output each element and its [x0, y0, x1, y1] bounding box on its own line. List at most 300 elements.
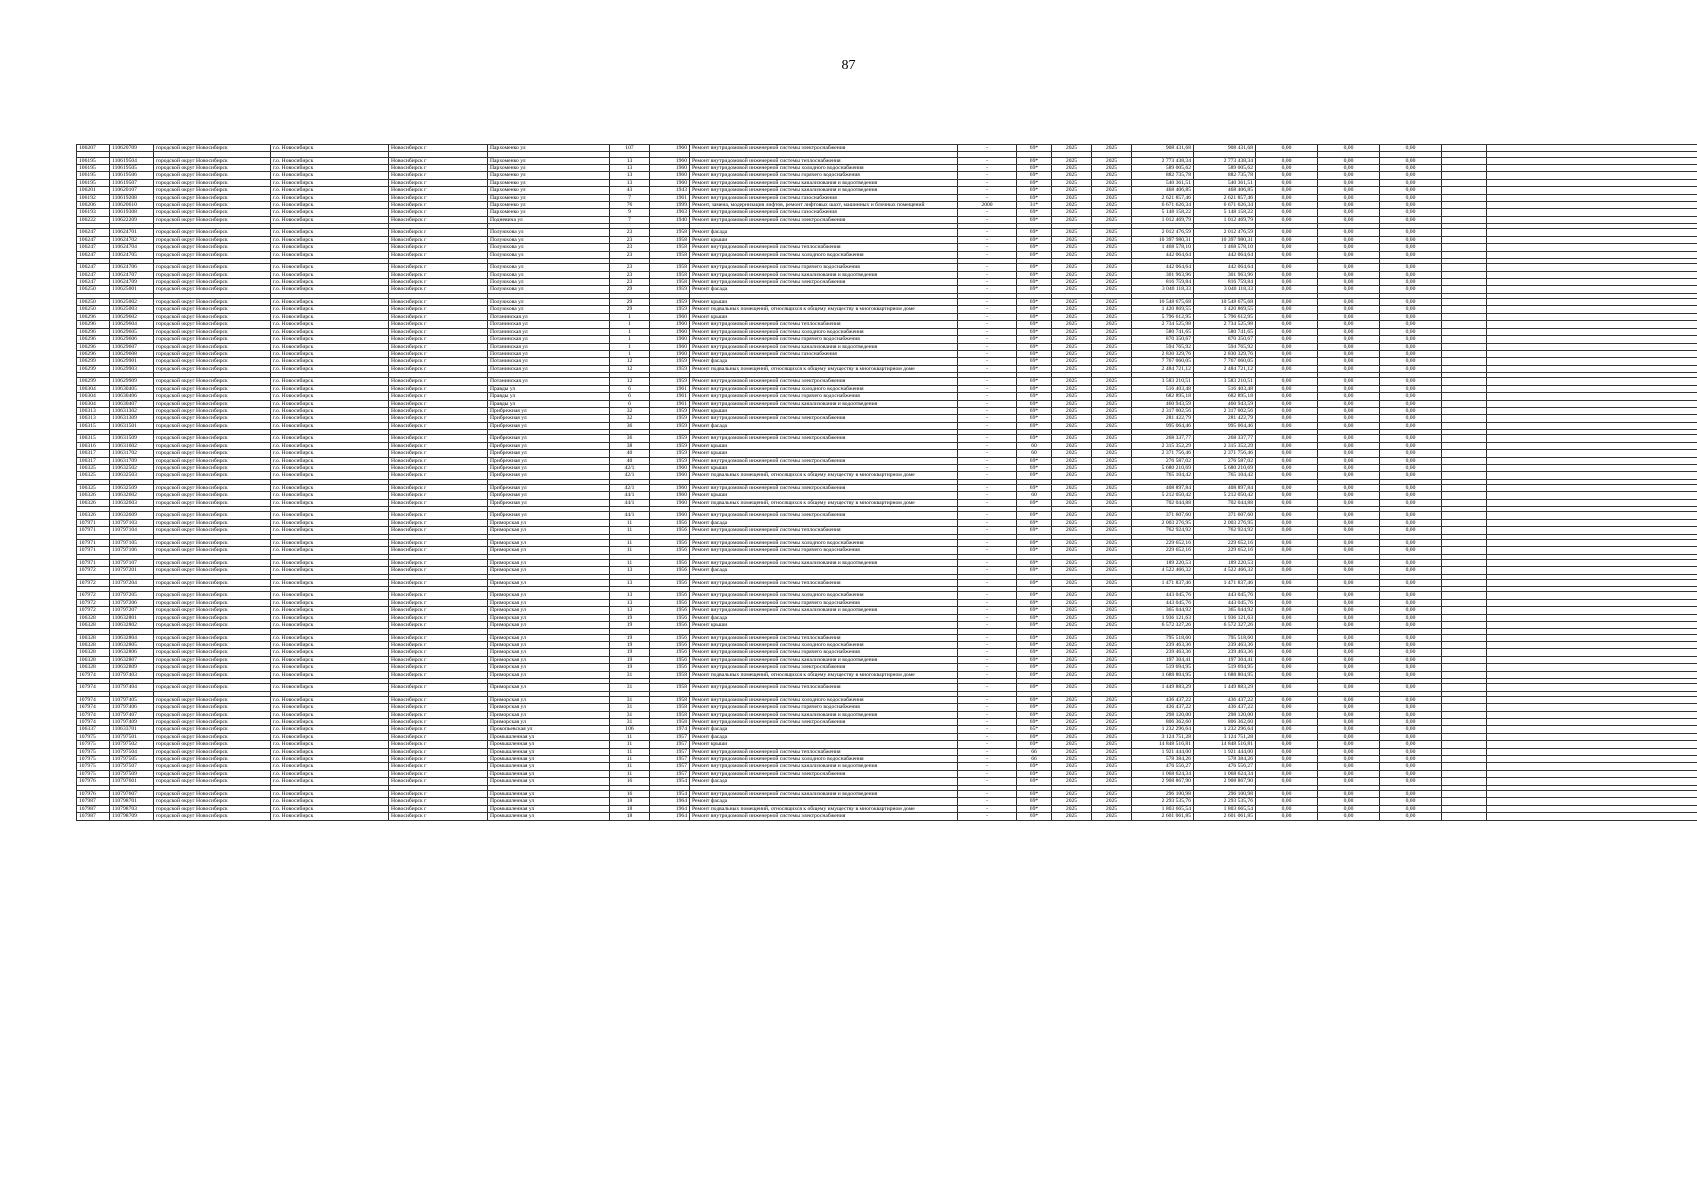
fund-cost-cell: 281 422,79 [1194, 415, 1256, 422]
plan-end-cell: 2025 [1092, 165, 1132, 172]
city-cell: Новосибирск г [389, 328, 488, 335]
plan-end-cell: 2025 [1092, 194, 1132, 201]
wear-cell: 69* [1017, 649, 1052, 656]
settlement-cell: г.о. Новосибирск [271, 547, 389, 554]
total-cost-cell: 3 583 210,51 [1132, 378, 1194, 385]
street-cell: Промышленная ул [488, 770, 610, 777]
work-type-cell: Ремонт внутридомовой инженерной системы электроснабжения [690, 279, 958, 286]
work-type-cell: Ремонт фасада [690, 422, 958, 429]
fund-cost-cell: 301 963,96 [1194, 271, 1256, 278]
settlement-cell: г.о. Новосибирск [271, 539, 389, 546]
house-number-cell: 11 [610, 770, 650, 777]
fund-cost-cell: 2 830 329,76 [1194, 350, 1256, 357]
city-cell: Новосибирск г [389, 519, 488, 526]
fund-cost-cell: 2 012 476,59 [1194, 229, 1256, 236]
plan-start-cell: 2025 [1052, 778, 1092, 785]
lift-year-cell: - [958, 684, 1017, 691]
federal-cell: 0,00 [1256, 422, 1318, 429]
work-id-cell: 110797204 [110, 579, 154, 586]
house-id-cell: 107975 [77, 763, 110, 770]
total-cost-cell: 2 830 329,76 [1132, 350, 1194, 357]
local-cell: 0,00 [1380, 393, 1442, 400]
extra-cell-1 [1442, 567, 1487, 574]
plan-start-cell: 2025 [1052, 711, 1092, 718]
city-cell: Новосибирск г [389, 484, 488, 491]
city-cell: Новосибирск г [389, 567, 488, 574]
settlement-cell: г.о. Новосибирск [271, 656, 389, 663]
extra-cell-2 [1487, 365, 1697, 372]
fund-cost-cell: 2 734 525,98 [1194, 321, 1256, 328]
plan-start-cell: 2025 [1052, 519, 1092, 526]
local-cell: 0,00 [1380, 157, 1442, 164]
federal-cell: 0,00 [1256, 415, 1318, 422]
lift-year-cell: - [958, 733, 1017, 740]
house-id-cell: 106328 [77, 649, 110, 656]
year-cell: 1960 [650, 350, 690, 357]
work-type-cell: Ремонт фасада [690, 519, 958, 526]
year-cell: 1960 [650, 313, 690, 320]
local-cell: 0,00 [1380, 286, 1442, 293]
house-id-cell: 107976 [77, 778, 110, 785]
extra-cell-2 [1487, 770, 1697, 777]
local-cell: 0,00 [1380, 321, 1442, 328]
lift-year-cell: - [958, 286, 1017, 293]
year-cell: 1956 [650, 559, 690, 566]
city-cell: Новосибирск г [389, 400, 488, 407]
settlement-cell: г.о. Новосибирск [271, 798, 389, 805]
local-cell: 0,00 [1380, 313, 1442, 320]
total-cost-cell: 594 765,92 [1132, 343, 1194, 350]
extra-cell-1 [1442, 726, 1487, 733]
year-cell: 1954 [650, 778, 690, 785]
house-number-cell: 31 [610, 719, 650, 726]
regional-cell: 0,00 [1318, 599, 1380, 606]
fund-cost-cell: 268 337,77 [1194, 435, 1256, 442]
street-cell: Прибрежная ул [488, 422, 610, 429]
regional-cell: 0,00 [1318, 286, 1380, 293]
extra-cell-2 [1487, 202, 1697, 209]
fund-cost-cell: 870 350,67 [1194, 336, 1256, 343]
extra-cell-2 [1487, 313, 1697, 320]
wear-cell: 69* [1017, 607, 1052, 614]
city-cell: Новосибирск г [389, 642, 488, 649]
extra-cell-1 [1442, 306, 1487, 313]
wear-cell: 69* [1017, 286, 1052, 293]
settlement-cell: г.о. Новосибирск [271, 165, 389, 172]
total-cost-cell: 6 671 626,34 [1132, 202, 1194, 209]
table-row [77, 157, 1697, 164]
lift-year-cell: - [958, 567, 1017, 574]
fund-cost-cell: 1 232 296,64 [1194, 726, 1256, 733]
wear-cell: 69* [1017, 385, 1052, 392]
table-row [77, 484, 1697, 491]
table-row [77, 579, 1697, 586]
local-cell: 0,00 [1380, 599, 1442, 606]
house-number-cell: 32 [610, 415, 650, 422]
work-type-cell: Ремонт крыши [690, 450, 958, 457]
local-cell: 0,00 [1380, 805, 1442, 812]
regional-cell: 0,00 [1318, 299, 1380, 306]
work-id-cell: 110629604 [110, 321, 154, 328]
federal-cell: 0,00 [1256, 642, 1318, 649]
work-id-cell: 110797405 [110, 696, 154, 703]
plan-start-cell: 2025 [1052, 365, 1092, 372]
table-row [77, 435, 1697, 442]
extra-cell-1 [1442, 607, 1487, 614]
street-cell: Полуюхова ул [488, 279, 610, 286]
house-id-cell: 106328 [77, 656, 110, 663]
wear-cell: 69* [1017, 187, 1052, 194]
regional-cell: 0,00 [1318, 614, 1380, 621]
year-cell: 1974 [650, 726, 690, 733]
plan-end-cell: 2025 [1092, 778, 1132, 785]
federal-cell: 0,00 [1256, 236, 1318, 243]
regional-cell: 0,00 [1318, 527, 1380, 534]
extra-cell-2 [1487, 286, 1697, 293]
federal-cell: 0,00 [1256, 599, 1318, 606]
house-number-cell: 29 [610, 299, 650, 306]
work-type-cell: Ремонт внутридомовой инженерной системы электроснабжения [690, 813, 958, 820]
work-type-cell: Ремонт крыши [690, 407, 958, 414]
house-number-cell: 11 [610, 519, 650, 526]
extra-cell-1 [1442, 756, 1487, 763]
lift-year-cell: - [958, 271, 1017, 278]
street-cell: Приморская ул [488, 671, 610, 678]
settlement-cell: г.о. Новосибирск [271, 684, 389, 691]
total-cost-cell: 2 773 438,34 [1132, 157, 1194, 164]
regional-cell: 0,00 [1318, 664, 1380, 671]
street-cell: Приморская ул [488, 614, 610, 621]
regional-cell: 0,00 [1318, 179, 1380, 186]
regional-cell: 0,00 [1318, 704, 1380, 711]
local-cell: 0,00 [1380, 472, 1442, 479]
extra-cell-1 [1442, 194, 1487, 201]
house-number-cell: 23 [610, 229, 650, 236]
wear-cell: 69* [1017, 279, 1052, 286]
wear-cell: 69* [1017, 527, 1052, 534]
plan-end-cell: 2025 [1092, 642, 1132, 649]
table-row [77, 704, 1697, 711]
city-cell: Новосибирск г [389, 179, 488, 186]
city-cell: Новосибирск г [389, 350, 488, 357]
extra-cell-2 [1487, 450, 1697, 457]
plan-end-cell: 2025 [1092, 393, 1132, 400]
fund-cost-cell: 1 936 121,63 [1194, 614, 1256, 621]
lift-year-cell: - [958, 251, 1017, 258]
work-id-cell: 110619505 [110, 165, 154, 172]
lift-year-cell: - [958, 748, 1017, 755]
year-cell: 1961 [650, 400, 690, 407]
street-cell: Приморская ул [488, 599, 610, 606]
federal-cell: 0,00 [1256, 299, 1318, 306]
extra-cell-1 [1442, 229, 1487, 236]
wear-cell: 60 [1017, 450, 1052, 457]
house-number-cell: 42/1 [610, 464, 650, 471]
extra-cell-1 [1442, 671, 1487, 678]
table-row [77, 145, 1697, 152]
city-cell: Новосибирск г [389, 358, 488, 365]
street-cell: Прибрежная ул [488, 484, 610, 491]
table-row [77, 244, 1697, 251]
house-id-cell: 106206 [77, 202, 110, 209]
wear-cell: 69* [1017, 622, 1052, 629]
lift-year-cell: - [958, 415, 1017, 422]
work-type-cell: Ремонт внутридомовой инженерной системы канализования и водоотведения [690, 790, 958, 797]
regional-cell: 0,00 [1318, 209, 1380, 216]
municipality-cell: городской округ Новосибирск [154, 393, 271, 400]
regional-cell: 0,00 [1318, 778, 1380, 785]
house-number-cell: 76 [610, 202, 650, 209]
work-id-cell: 110629608 [110, 350, 154, 357]
extra-cell-2 [1487, 704, 1697, 711]
work-type-cell: Ремонт внутридомовой инженерной системы электроснабжения [690, 484, 958, 491]
work-type-cell: Ремонт внутридомовой инженерной системы канализования и водоотведения [690, 607, 958, 614]
regional-cell: 0,00 [1318, 442, 1380, 449]
municipality-cell: городской округ Новосибирск [154, 194, 271, 201]
extra-cell-2 [1487, 671, 1697, 678]
fund-cost-cell: 1 449 883,29 [1194, 684, 1256, 691]
fund-cost-cell: 908 431,68 [1194, 145, 1256, 152]
table-row [77, 499, 1697, 506]
total-cost-cell: 443 045,76 [1132, 592, 1194, 599]
plan-end-cell: 2025 [1092, 527, 1132, 534]
lift-year-cell: - [958, 145, 1017, 152]
total-cost-cell: 229 652,16 [1132, 547, 1194, 554]
extra-cell-1 [1442, 422, 1487, 429]
plan-end-cell: 2025 [1092, 271, 1132, 278]
extra-cell-1 [1442, 365, 1487, 372]
total-cost-cell: 1 068 624,34 [1132, 770, 1194, 777]
federal-cell: 0,00 [1256, 634, 1318, 641]
street-cell: Приморская ул [488, 579, 610, 586]
municipality-cell: городской округ Новосибирск [154, 684, 271, 691]
local-cell: 0,00 [1380, 400, 1442, 407]
settlement-cell: г.о. Новосибирск [271, 236, 389, 243]
federal-cell: 0,00 [1256, 649, 1318, 656]
total-cost-cell: 296 100,98 [1132, 790, 1194, 797]
settlement-cell: г.о. Новосибирск [271, 733, 389, 740]
work-id-cell: 110632809 [110, 664, 154, 671]
work-type-cell: Ремонт внутридомовой инженерной системы горячего водоснабжения [690, 172, 958, 179]
work-type-cell: Ремонт внутридомовой инженерной системы холодного водоснабжения [690, 165, 958, 172]
lift-year-cell: - [958, 770, 1017, 777]
plan-end-cell: 2025 [1092, 813, 1132, 820]
federal-cell: 0,00 [1256, 350, 1318, 357]
table-row [77, 813, 1697, 820]
municipality-cell: городской округ Новосибирск [154, 592, 271, 599]
local-cell: 0,00 [1380, 209, 1442, 216]
house-number-cell: 11 [610, 559, 650, 566]
regional-cell: 0,00 [1318, 813, 1380, 820]
regional-cell: 0,00 [1318, 756, 1380, 763]
year-cell: 1959 [650, 435, 690, 442]
regional-cell: 0,00 [1318, 321, 1380, 328]
plan-start-cell: 2025 [1052, 179, 1092, 186]
wear-cell: 69* [1017, 165, 1052, 172]
house-id-cell: 106247 [77, 236, 110, 243]
work-id-cell: 110631302 [110, 407, 154, 414]
municipality-cell: городской округ Новосибирск [154, 313, 271, 320]
year-cell: 1960 [650, 165, 690, 172]
federal-cell: 0,00 [1256, 492, 1318, 499]
plan-start-cell: 2025 [1052, 559, 1092, 566]
house-number-cell: 106 [610, 726, 650, 733]
work-type-cell: Ремонт внутридомовой инженерной системы канализования и водоотведения [690, 763, 958, 770]
federal-cell: 0,00 [1256, 748, 1318, 755]
municipality-cell: городской округ Новосибирск [154, 286, 271, 293]
local-cell: 0,00 [1380, 172, 1442, 179]
total-cost-cell: 882 735,78 [1132, 172, 1194, 179]
plan-start-cell: 2025 [1052, 664, 1092, 671]
extra-cell-2 [1487, 719, 1697, 726]
extra-cell-1 [1442, 328, 1487, 335]
settlement-cell: г.о. Новосибирск [271, 194, 389, 201]
lift-year-cell: - [958, 179, 1017, 186]
extra-cell-2 [1487, 684, 1697, 691]
settlement-cell: г.о. Новосибирск [271, 634, 389, 641]
city-cell: Новосибирск г [389, 756, 488, 763]
house-number-cell: 13 [610, 592, 650, 599]
local-cell: 0,00 [1380, 656, 1442, 663]
year-cell: 1956 [650, 622, 690, 629]
lift-year-cell: - [958, 763, 1017, 770]
plan-start-cell: 2025 [1052, 244, 1092, 251]
extra-cell-1 [1442, 271, 1487, 278]
local-cell: 0,00 [1380, 778, 1442, 785]
local-cell: 0,00 [1380, 187, 1442, 194]
work-type-cell: Ремонт внутридомовой инженерной системы электроснабжения [690, 216, 958, 223]
regional-cell: 0,00 [1318, 634, 1380, 641]
lift-year-cell: - [958, 385, 1017, 392]
lift-year-cell: - [958, 343, 1017, 350]
registry-sheet [76, 144, 1624, 821]
regional-cell: 0,00 [1318, 726, 1380, 733]
street-cell: Полуюхова ул [488, 299, 610, 306]
regional-cell: 0,00 [1318, 271, 1380, 278]
fund-cost-cell: 1 471 837,46 [1194, 579, 1256, 586]
settlement-cell: г.о. Новосибирск [271, 306, 389, 313]
total-cost-cell: 3 124 751,28 [1132, 733, 1194, 740]
local-cell: 0,00 [1380, 407, 1442, 414]
extra-cell-2 [1487, 622, 1697, 629]
plan-start-cell: 2025 [1052, 442, 1092, 449]
fund-cost-cell: 239 463,36 [1194, 642, 1256, 649]
table-row [77, 592, 1697, 599]
table-row [77, 492, 1697, 499]
work-id-cell: 110619506 [110, 172, 154, 179]
house-number-cell: 19 [610, 664, 650, 671]
total-cost-cell: 3 040 118,33 [1132, 286, 1194, 293]
house-number-cell: 16 [610, 790, 650, 797]
federal-cell: 0,00 [1256, 559, 1318, 566]
total-cost-cell: 2 621 857,46 [1132, 194, 1194, 201]
house-number-cell: 1 [610, 313, 650, 320]
local-cell: 0,00 [1380, 343, 1442, 350]
municipality-cell: городской округ Новосибирск [154, 450, 271, 457]
extra-cell-2 [1487, 299, 1697, 306]
extra-cell-2 [1487, 539, 1697, 546]
street-cell: Правды ул [488, 385, 610, 392]
city-cell: Новосибирск г [389, 512, 488, 519]
house-id-cell: 107987 [77, 805, 110, 812]
table-row [77, 358, 1697, 365]
work-type-cell: Ремонт подвальных помещений, относящихся к общему имуществу в многоквартирном доме [690, 805, 958, 812]
extra-cell-1 [1442, 286, 1487, 293]
house-number-cell: 19 [610, 614, 650, 621]
house-id-cell: 106247 [77, 279, 110, 286]
federal-cell: 0,00 [1256, 726, 1318, 733]
fund-cost-cell: 5 148 158,22 [1194, 209, 1256, 216]
federal-cell: 0,00 [1256, 733, 1318, 740]
street-cell: Прибрежная ул [488, 472, 610, 479]
wear-cell: 69* [1017, 435, 1052, 442]
street-cell: Промышленная ул [488, 763, 610, 770]
wear-cell: 69* [1017, 472, 1052, 479]
extra-cell-2 [1487, 194, 1697, 201]
house-id-cell: 106326 [77, 512, 110, 519]
extra-cell-2 [1487, 350, 1697, 357]
work-id-cell: 110620709 [110, 145, 154, 152]
wear-cell: 69* [1017, 464, 1052, 471]
federal-cell: 0,00 [1256, 778, 1318, 785]
work-type-cell: Ремонт фасада [690, 778, 958, 785]
settlement-cell: г.о. Новосибирск [271, 748, 389, 755]
extra-cell-2 [1487, 279, 1697, 286]
total-cost-cell: 2 484 721,12 [1132, 365, 1194, 372]
settlement-cell: г.о. Новосибирск [271, 599, 389, 606]
work-type-cell: Ремонт внутридомовой инженерной системы горячего водоснабжения [690, 547, 958, 554]
city-cell: Новосибирск г [389, 719, 488, 726]
settlement-cell: г.о. Новосибирск [271, 770, 389, 777]
street-cell: Потанинская ул [488, 321, 610, 328]
wear-cell: 69* [1017, 194, 1052, 201]
extra-cell-1 [1442, 279, 1487, 286]
house-number-cell: 23 [610, 244, 650, 251]
work-type-cell: Ремонт внутридомовой инженерной системы холодного водоснабжения [690, 696, 958, 703]
local-cell: 0,00 [1380, 450, 1442, 457]
plan-start-cell: 2025 [1052, 264, 1092, 271]
lift-year-cell: - [958, 236, 1017, 243]
lift-year-cell: - [958, 172, 1017, 179]
regional-cell: 0,00 [1318, 313, 1380, 320]
street-cell: Приморская ул [488, 567, 610, 574]
extra-cell-2 [1487, 559, 1697, 566]
house-id-cell: 106325 [77, 484, 110, 491]
plan-end-cell: 2025 [1092, 400, 1132, 407]
extra-cell-1 [1442, 378, 1487, 385]
plan-start-cell: 2025 [1052, 457, 1092, 464]
federal-cell: 0,00 [1256, 407, 1318, 414]
settlement-cell: г.о. Новосибирск [271, 299, 389, 306]
house-number-cell: 1 [610, 343, 650, 350]
work-id-cell: 110620610 [110, 202, 154, 209]
total-cost-cell: 276 587,02 [1132, 457, 1194, 464]
regional-cell: 0,00 [1318, 798, 1380, 805]
local-cell: 0,00 [1380, 236, 1442, 243]
fund-cost-cell: 762 924,92 [1194, 527, 1256, 534]
plan-start-cell: 2025 [1052, 756, 1092, 763]
house-number-cell: 29 [610, 286, 650, 293]
city-cell: Новосибирск г [389, 435, 488, 442]
street-cell: Промышленная ул [488, 798, 610, 805]
year-cell: 1959 [650, 306, 690, 313]
lift-year-cell: - [958, 656, 1017, 663]
regional-cell: 0,00 [1318, 763, 1380, 770]
municipality-cell: городской округ Новосибирск [154, 202, 271, 209]
street-cell: Полуюхова ул [488, 229, 610, 236]
wear-cell: 69* [1017, 684, 1052, 691]
municipality-cell: городской округ Новосибирск [154, 328, 271, 335]
